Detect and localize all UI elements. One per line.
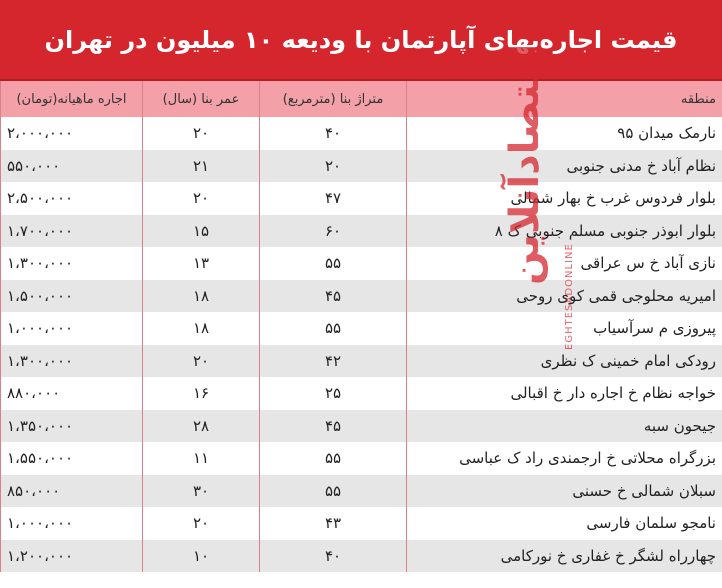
table-row [1, 150, 722, 183]
table-row [1, 345, 722, 378]
cell-area: خواجه نظام خ اجاره دار خ اقبالی [407, 377, 722, 410]
title-bar [0, 0, 722, 81]
cell-area: نظام آباد خ مدنی جنوبی [407, 150, 722, 183]
table-row [1, 247, 722, 280]
cell-age: ۲۰ [143, 182, 260, 215]
cell-rent: ۸۵۰،۰۰۰ [1, 475, 143, 508]
cell-area: بزرگراه محلاتی خ ارجمندی راد ک عباسی [407, 442, 722, 475]
cell-area: پیروزی م سرآسیاب [407, 312, 722, 345]
cell-age: ۲۰ [143, 507, 260, 540]
cell-size: ۴۰ [260, 117, 407, 150]
cell-rent: ۱،۳۰۰،۰۰۰ [1, 247, 143, 280]
table-row [1, 475, 722, 508]
watermark-text: اقتصادآنلاین [502, 43, 548, 285]
cell-size: ۴۵ [260, 410, 407, 443]
cell-size: ۵۵ [260, 247, 407, 280]
cell-rent: ۱،۷۰۰،۰۰۰ [1, 215, 143, 248]
cell-age: ۱۸ [143, 280, 260, 313]
cell-age: ۱۳ [143, 247, 260, 280]
cell-area: بلوار فردوس غرب خ بهار شمالی [407, 182, 722, 215]
table-row [1, 540, 722, 573]
cell-age: ۲۰ [143, 117, 260, 150]
cell-rent: ۲،۰۰۰،۰۰۰ [1, 117, 143, 150]
table-row [1, 182, 722, 215]
cell-area: جیحون سبه [407, 410, 722, 443]
cell-area: رودکی امام خمینی ک نظری [407, 345, 722, 378]
cell-rent: ۸۸۰،۰۰۰ [1, 377, 143, 410]
cell-rent: ۱،۵۵۰،۰۰۰ [1, 442, 143, 475]
cell-area: نامجو سلمان فارسی [407, 507, 722, 540]
cell-age: ۲۸ [143, 410, 260, 443]
table-row [1, 442, 722, 475]
cell-rent: ۲،۵۰۰،۰۰۰ [1, 182, 143, 215]
cell-size: ۴۲ [260, 345, 407, 378]
cell-area: چهارراه لشگر خ غفاری خ نورکامی [407, 540, 722, 573]
table-row [1, 410, 722, 443]
table-body [1, 117, 722, 572]
cell-size: ۵۵ [260, 442, 407, 475]
cell-size: ۴۵ [260, 280, 407, 313]
cell-age: ۱۰ [143, 540, 260, 573]
cell-age: ۲۰ [143, 345, 260, 378]
table-row [1, 377, 722, 410]
cell-age: ۱۵ [143, 215, 260, 248]
cell-rent: ۱،۳۰۰،۰۰۰ [1, 345, 143, 378]
cell-size: ۴۷ [260, 182, 407, 215]
table-row [1, 507, 722, 540]
table-row [1, 117, 722, 150]
header-row [1, 81, 722, 117]
cell-size: ۴۳ [260, 507, 407, 540]
cell-rent: ۱،۰۰۰،۰۰۰ [1, 312, 143, 345]
table-row [1, 280, 722, 313]
page-title: قیمت اجاره‌بهای آپارتمان با ودیعه ۱۰ میلیون در تهران [44, 25, 678, 54]
watermark-subtext: EGHTESADONLINE [564, 243, 575, 350]
cell-size: ۴۰ [260, 540, 407, 573]
cell-size: ۲۰ [260, 150, 407, 183]
header-rent: اجاره ماهیانه(تومان) [1, 81, 143, 117]
table-row [1, 312, 722, 345]
cell-size: ۲۵ [260, 377, 407, 410]
table-row [1, 215, 722, 248]
cell-size: ۶۰ [260, 215, 407, 248]
cell-size: ۵۵ [260, 312, 407, 345]
cell-area: امیریه محلوجی قمی کوی روحی [407, 280, 722, 313]
cell-age: ۱۱ [143, 442, 260, 475]
cell-area: سبلان شمالی خ حسنی [407, 475, 722, 508]
cell-rent: ۱،۳۵۰،۰۰۰ [1, 410, 143, 443]
header-area: منطقه [407, 81, 722, 117]
header-size: متراژ بنا (مترمربع) [260, 81, 407, 117]
cell-age: ۱۸ [143, 312, 260, 345]
cell-area: بلوار ابوذر جنوبی مسلم جنوبی ک ۸ [407, 215, 722, 248]
cell-age: ۳۰ [143, 475, 260, 508]
cell-age: ۱۶ [143, 377, 260, 410]
cell-area: نارمک میدان ۹۵ [407, 117, 722, 150]
cell-rent: ۱،۰۰۰،۰۰۰ [1, 507, 143, 540]
cell-area: نازی آباد خ س عراقی [407, 247, 722, 280]
cell-rent: ۱،۲۰۰،۰۰۰ [1, 540, 143, 573]
header-age: عمر بنا (سال) [143, 81, 260, 117]
rent-table [0, 81, 722, 572]
cell-size: ۵۵ [260, 475, 407, 508]
cell-age: ۲۱ [143, 150, 260, 183]
cell-rent: ۵۵۰،۰۰۰ [1, 150, 143, 183]
cell-rent: ۱،۵۰۰،۰۰۰ [1, 280, 143, 313]
